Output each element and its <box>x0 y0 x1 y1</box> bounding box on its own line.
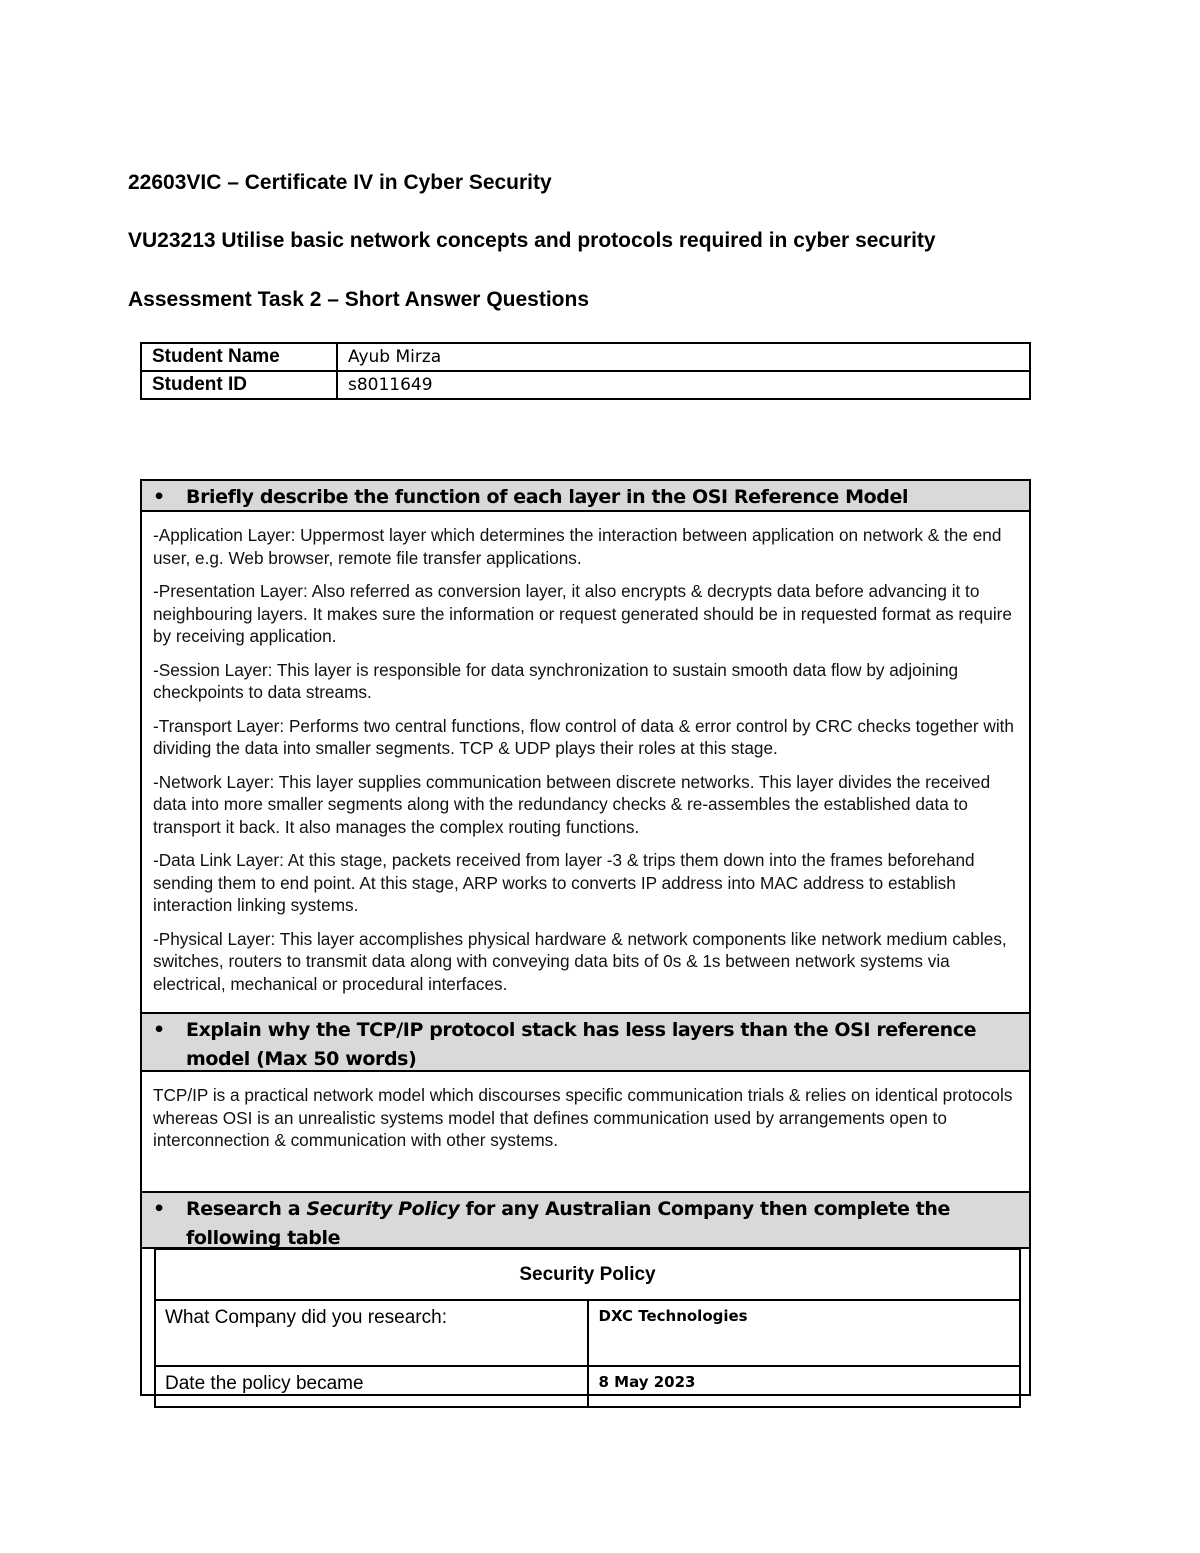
company-value: DXC Technologies <box>588 1300 1021 1366</box>
unit-title: VU23213 Utilise basic network concepts and protocols required in cyber security <box>128 229 936 252</box>
student-info-table <box>140 342 1031 400</box>
question-1-header <box>142 481 1029 512</box>
security-policy-table <box>154 1248 1021 1408</box>
bullet-icon: • <box>153 1198 165 1220</box>
question-3-prompt-emphasis: Security Policy <box>306 1198 460 1220</box>
policy-date-label: Date the policy became <box>155 1366 588 1407</box>
question-2-prompt: Explain why the TCP/IP protocol stack has less layers than the OSI reference model (Max 50 words) <box>186 1019 977 1070</box>
task-title: Assessment Task 2 – Short Answer Questions <box>128 288 589 311</box>
security-policy-row <box>155 1300 1020 1366</box>
question-1-prompt: Briefly describe the function of each layer in the OSI Reference Model <box>186 486 909 508</box>
questions-table <box>140 479 1031 1396</box>
course-title: 22603VIC – Certificate IV in Cyber Security <box>128 171 552 194</box>
answer-paragraph-session: -Session Layer: This layer is responsible for data synchronization to sustain smooth data flow by adjoining checkpoints to data streams. <box>153 659 959 702</box>
answer-paragraph-tcpip: TCP/IP is a practical network model which discourses specific communication trials & relies on identical protocols whereas OSI is an unrealistic systems model that defines communication used by arrangements open to interconnection & communication with other systems. <box>153 1085 1013 1150</box>
question-3-header <box>142 1191 1029 1249</box>
student-name-row <box>141 343 1030 371</box>
question-3-prompt-end: for any Australian Company then complete the following table <box>186 1198 950 1249</box>
student-name-label: Student Name <box>141 343 337 371</box>
security-policy-row <box>155 1366 1020 1407</box>
student-id-value: s8011649 <box>337 371 1030 399</box>
student-id-row <box>141 371 1030 399</box>
answer-paragraph-application: -Application Layer: Uppermost layer which determines the interaction between application on network & the end user, e.g. Web browser, remote file transfer applications. <box>153 525 1002 568</box>
student-id-label: Student ID <box>141 371 337 399</box>
answer-paragraph-physical: -Physical Layer: This layer accomplishes physical hardware & network components like network medium cables, switches, routers to transmit data along with conveying data bits of 0s & 1s between network systems via electrical, mechanical or procedural interfaces. <box>153 928 1007 994</box>
question-2-answer <box>153 1084 1019 1163</box>
answer-paragraph-transport: -Transport Layer: Performs two central functions, flow control of data & error control by CRC checks together with dividing the data into smaller segments. TCP & UDP plays their roles at this stage. <box>153 715 1014 758</box>
company-label: What Company did you research: <box>155 1300 588 1366</box>
security-policy-title-row <box>155 1249 1020 1300</box>
answer-paragraph-presentation: -Presentation Layer: Also referred as conversion layer, it also encrypts & decrypts data before advancing it to neighbouring layers. It makes sure the information or request generated should be in requested format as require by receiving application. <box>153 581 1012 646</box>
question-1-answer <box>153 524 1019 1006</box>
security-policy-title: Security Policy <box>155 1249 1020 1300</box>
answer-paragraph-data-link: -Data Link Layer: At this stage, packets received from layer -3 & trips them down into the frames beforehand sending them to end point. At this stage, ARP works to converts IP address into MAC address to establish interaction linking systems. <box>153 850 975 915</box>
question-2-header <box>142 1012 1029 1072</box>
policy-date-value: 8 May 2023 <box>588 1366 1021 1407</box>
answer-paragraph-network: -Network Layer: This layer supplies communication between discrete networks. This layer divides the received data into more smaller segments along with the redundancy checks & re-assembles the established data to transport it back. It also manages the complex routing functions. <box>153 771 991 837</box>
question-3-prompt <box>186 1198 950 1249</box>
student-name-value: Ayub Mirza <box>337 343 1030 371</box>
bullet-icon: • <box>153 486 165 508</box>
bullet-icon: • <box>153 1019 165 1041</box>
question-3-prompt-start: Research a <box>186 1198 307 1220</box>
